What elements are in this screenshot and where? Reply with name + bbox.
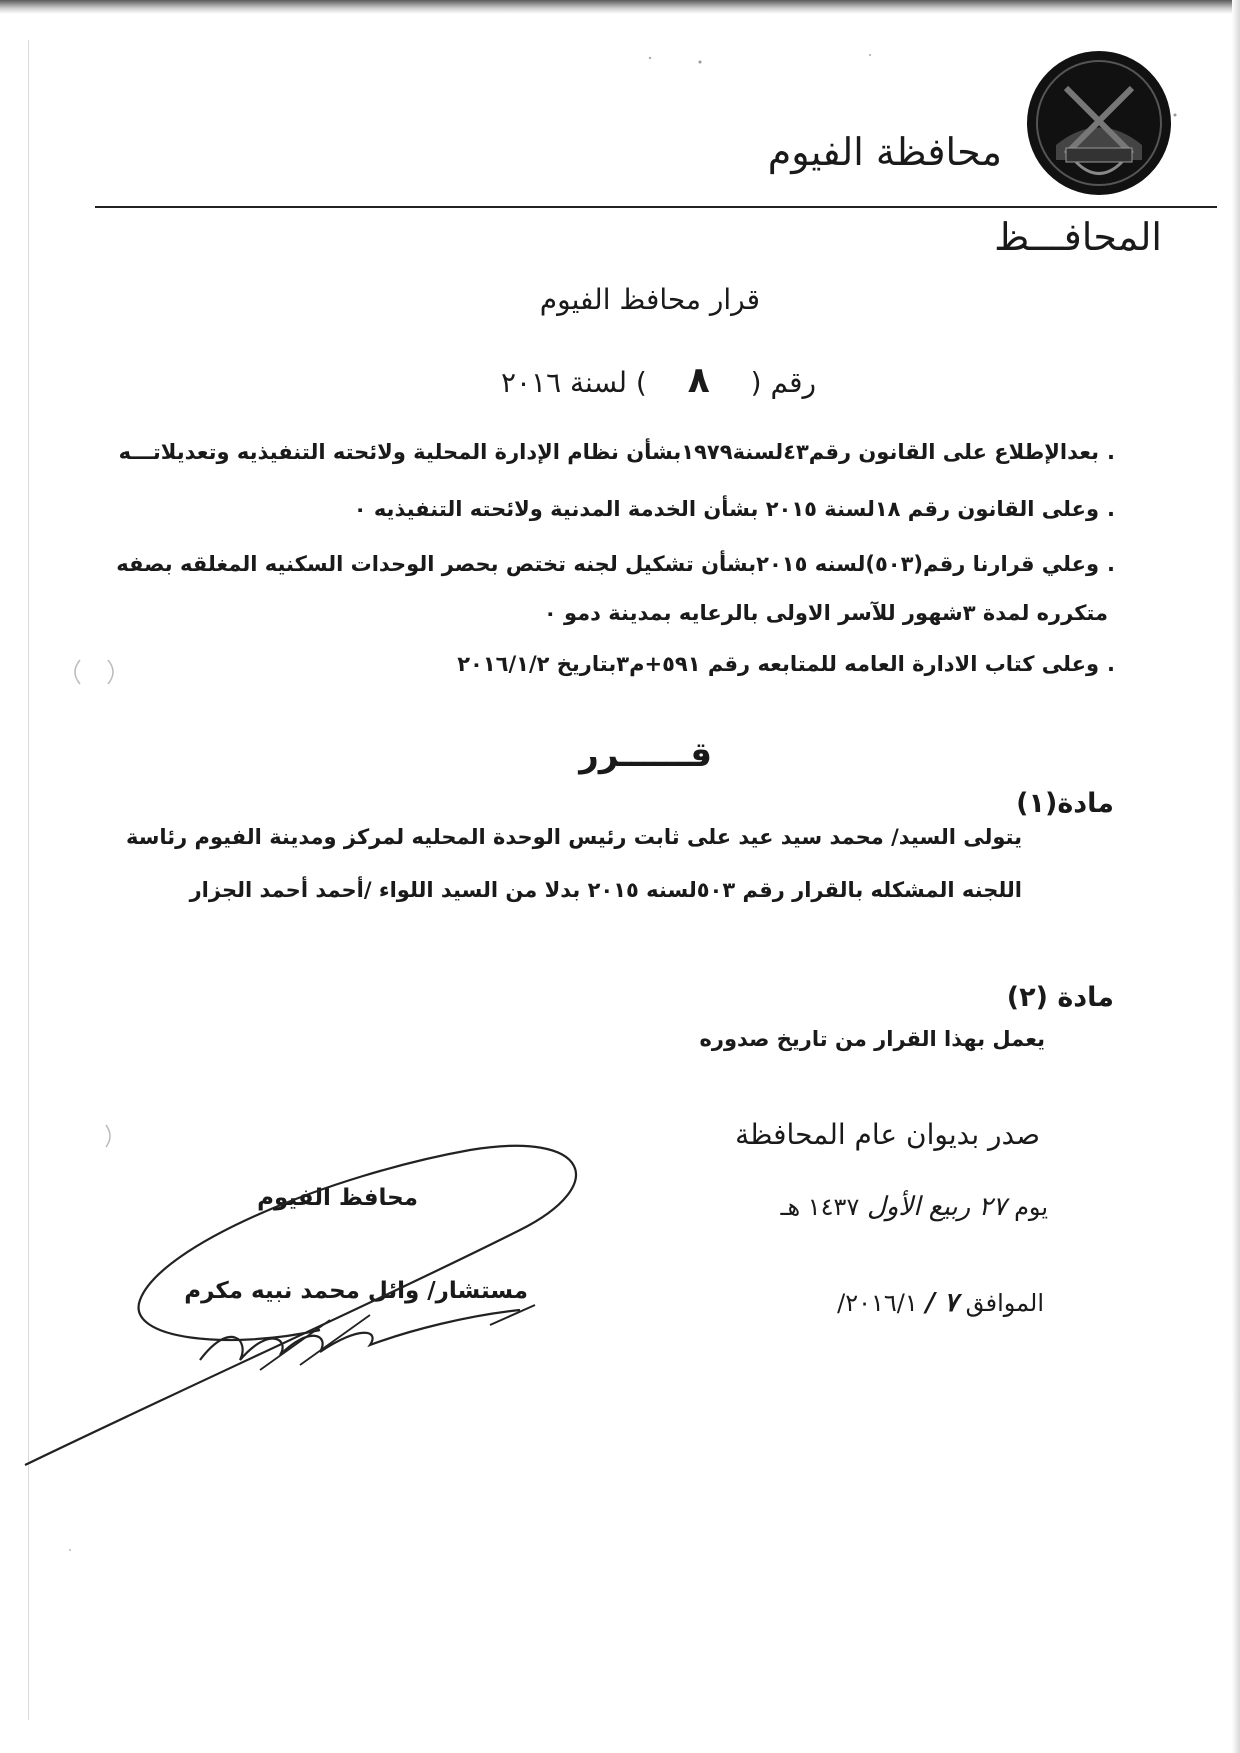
signatory-role: محافظ الفيوم: [257, 1185, 418, 1211]
article-line: اللجنه المشكله بالقرار رقم ٥٠٣لسنه ٢٠١٥ بدلا من السيد اللواء /أحمد أحمد الجزار: [189, 878, 1022, 902]
greg-prefix: الموافق: [965, 1289, 1044, 1317]
bullet: .: [1107, 652, 1115, 676]
issued-place: صدر بديوان عام المحافظة: [735, 1118, 1040, 1151]
preamble-text: وعلى كتاب الادارة العامه للمتابعه رقم ٥٩١+م٣بتاريخ ٢٠١٦/١/٢: [457, 652, 1100, 676]
bullet: .: [1107, 497, 1115, 521]
article-heading: مادة(١): [1016, 788, 1114, 819]
article-line: يتولى السيد/ محمد سيد عيد على ثابت رئيس الوحدة المحليه لمركز ومدينة الفيوم رئاسة: [126, 825, 1022, 849]
hijri-year: ١٤٣٧ هـ: [780, 1193, 860, 1221]
greg-handwritten: ٧ /: [925, 1288, 958, 1318]
preamble-text: بعدالإطلاع على القانون رقم٤٣لسنة١٩٧٩بشأن نظام الإدارة المحلية ولائحته التنفيذيه وتعديلاتـــه: [118, 440, 1100, 464]
article-line: يعمل بهذا القرار من تاريخ صدوره: [699, 1027, 1045, 1051]
bullet: .: [1107, 552, 1115, 576]
bullet: .: [1107, 440, 1115, 464]
office-title: المحافـــظ: [994, 215, 1162, 259]
number-suffix: ) لسنة ٢٠١٦: [500, 366, 647, 399]
governorate-name: محافظة الفيوم: [767, 130, 1002, 174]
greg-date: ٢٠١٦/١/: [837, 1289, 918, 1317]
signatory-name: مستشار/ وائل محمد نبيه مكرم: [184, 1278, 528, 1304]
preamble-text: وعلي قرارنا رقم(٥٠٣)لسنه ٢٠١٥بشأن تشكيل لجنه تختص بحصر الوحدات السكنيه المغلقه بصفه: [116, 552, 1100, 576]
hijri-handwritten: ٢٧ ربيع الأول: [866, 1192, 1007, 1222]
decision-title: قرار محافظ الفيوم: [539, 283, 760, 316]
preamble-continuation: متكرره لمدة ٣شهور للآسر الاولى بالرعايه بمدينة دمو ٠: [543, 601, 1108, 625]
number-value: ٨: [687, 360, 710, 401]
hijri-prefix: يوم: [1014, 1193, 1048, 1221]
preamble-text: وعلى القانون رقم ١٨لسنة ٢٠١٥ بشأن الخدمة المدنية ولائحته التنفيذيه ٠: [353, 497, 1100, 521]
article-heading: مادة (٢): [1006, 982, 1114, 1013]
number-prefix: رقم (: [750, 366, 816, 399]
decided-heading: قــــــرر: [579, 735, 712, 775]
